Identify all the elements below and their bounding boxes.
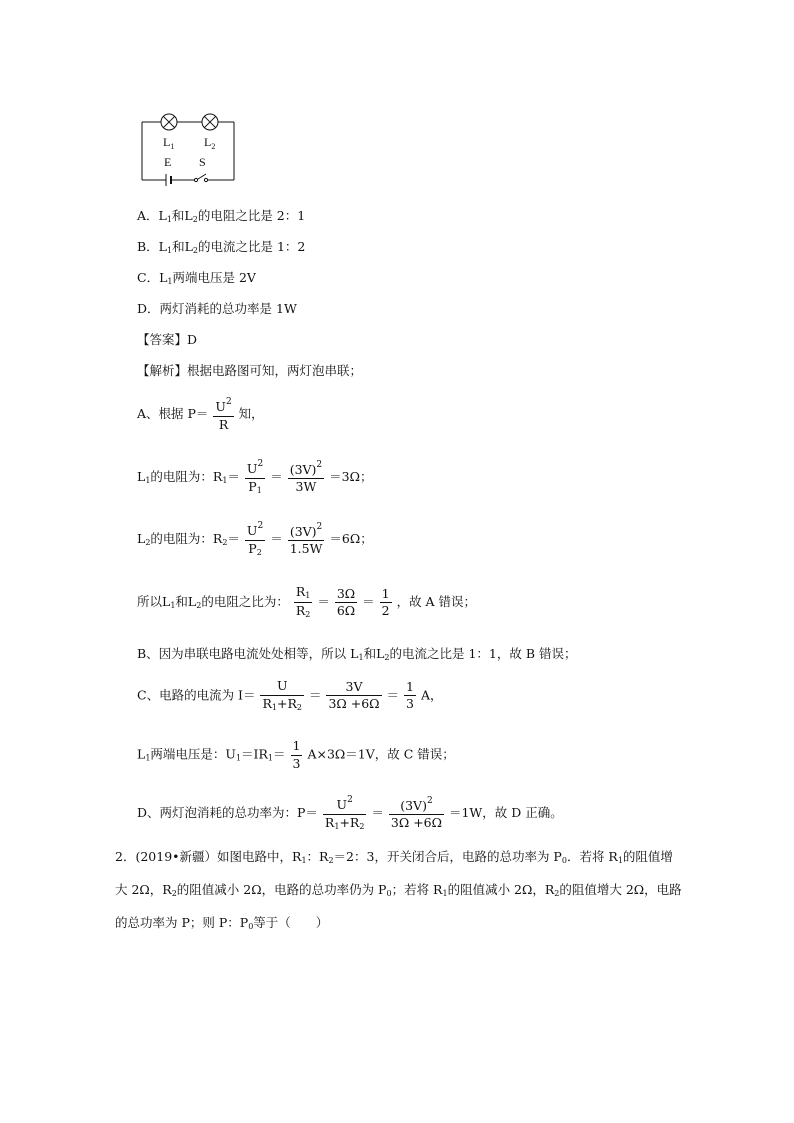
formula-total-power: D、两灯泡消耗的总功率为：P＝ $\frac{U^2}{R_1+R_2}$ ＝ $\frac{(3V)^2}{3\Omega +6\Omega}$ ＝1W，故 D 正确。 xyxy=(137,795,563,831)
option-d: D．两灯消耗的总功率是 1W xyxy=(137,301,297,316)
switch-icon xyxy=(194,178,207,181)
question-2: 2．(2019•新疆）如图电路中，$R_1$：$R_2=2$：3，开关闭合后，电路的总功率为 $P_0$．若将 $R_1$的阻值增大 2Ω，$R_2$的阻值减小 2Ω，电路的总功率仍为 $P_0$；若将 $R_1$的阻值减小 2Ω，$R_2$的阻值增大 2Ω，电路的总功率为 P；则 P：$P_0$等于（ ） xyxy=(115,849,682,931)
formula-ratio: 所以$L_1$和$L_2$的电阻之比为： $\frac{R_1}{R_2}$ ＝ $\frac{3\Omega}{6\Omega}$ ＝ $\frac{1}{2}$ ，故 A 错误； xyxy=(137,584,477,619)
lamp-l2-icon xyxy=(202,114,218,130)
label-s: S xyxy=(199,155,206,169)
formula-voltage: $L_1$两端电压是：$U_1=IR_1=$ $\frac{1}{3}$ A×3Ω＝1V，故 C 错误； xyxy=(137,738,455,771)
label-l1: L xyxy=(163,135,171,149)
label-e: E xyxy=(164,155,172,169)
battery-icon xyxy=(166,174,171,186)
formula-r1: $L_1$的电阻为：$R_1=$ $\frac{U^2}{P_1}$ ＝ $\frac{(3V)^2}{3W}$ ＝3Ω； xyxy=(137,459,373,495)
option-b: B．$L_1$和$L_2$的电流之比是 1：2 xyxy=(137,239,306,255)
formula-r2: $L_2$的电阻为：$R_2=$ $\frac{U^2}{P_2}$ ＝ $\frac{(3V)^2}{1.5W}$ ＝6Ω； xyxy=(137,521,373,557)
analysis-intro: 【解析】根据电路图可知，两灯泡串联； xyxy=(137,363,363,378)
lamp-l1-icon xyxy=(161,114,177,130)
answer: 【答案】D xyxy=(137,332,198,347)
svg-text:L1: $L_1$ xyxy=(163,135,175,151)
label-l2: L xyxy=(204,135,212,149)
formula-power: A、根据 P＝ $\frac{U^2}{R}$ 知， xyxy=(137,397,264,432)
formula-current: C、电路的电流为 I＝ $\frac{U}{R_1+R_2}$ ＝ $\frac{3V}{3\Omega +6\Omega}$ ＝ $\frac{1}{3}$ A， xyxy=(137,678,443,712)
option-a: A．$L_1$和$L_2$的电阻之比是 2：1 xyxy=(137,208,306,224)
analysis-b: B、因为串联电路电流处处相等，所以 $L_1$和$L_2$的电流之比是 1：1，故 B 错误； xyxy=(137,646,577,662)
svg-text:L2: $L_2$ xyxy=(204,135,216,151)
circuit-diagram xyxy=(138,108,238,186)
option-c: C．$L_1$两端电压是 2V xyxy=(137,270,256,286)
